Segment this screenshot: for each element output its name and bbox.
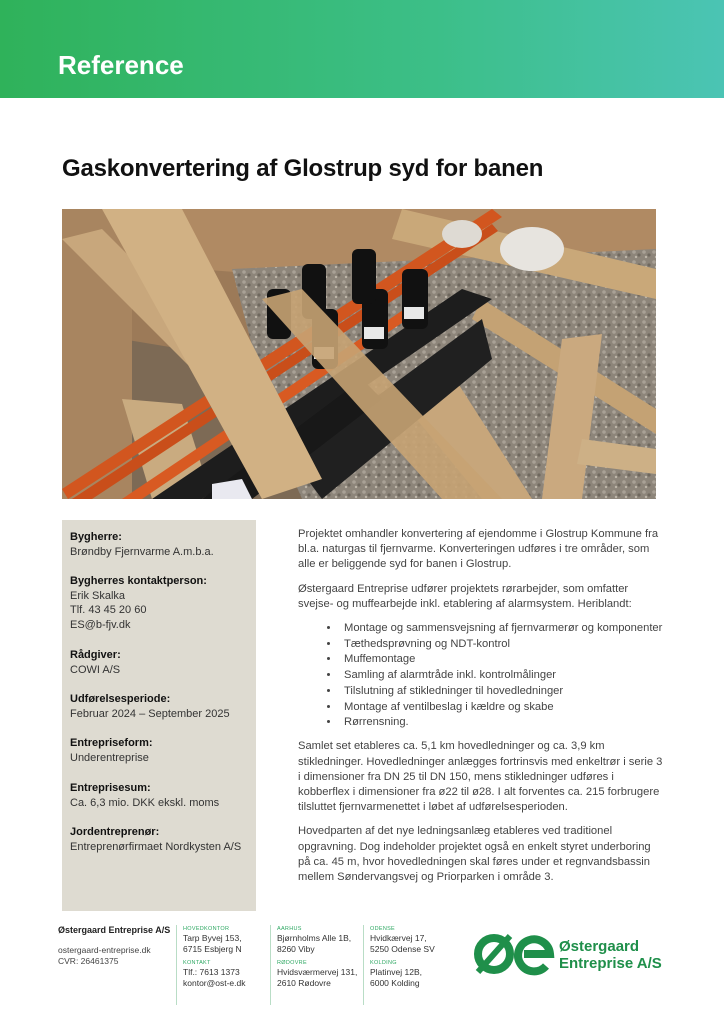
contact-email: ES@b-fjv.dk xyxy=(70,618,131,631)
footer-address: Bjørnholms Alle 1B, 8260 Viby xyxy=(277,933,352,954)
fact-entreprisesum xyxy=(70,781,254,810)
paragraph-method: Hovedparten af det nye ledningsanlæg etableres ved traditionel opgravning. Dog indeholder projektet også en enkelt styret underboring på ca. 45 m, hvor hovedledningen skal føres under et regnvandsbassin mellem Søndervangsvej og Priorparken i område 3. xyxy=(298,825,651,884)
list-item: • Muffemontage xyxy=(340,652,666,667)
company-logo xyxy=(472,924,692,984)
list-item: • Tilslutning af stikledninger til hovedledninger xyxy=(340,684,666,699)
contact-phone: Tlf. 43 45 20 60 xyxy=(70,604,147,616)
fact-label: Bygherre: xyxy=(70,531,122,543)
fact-value: Entreprenørfirmaet Nordkysten A/S xyxy=(70,840,242,853)
footer-col-odense-kolding xyxy=(363,925,460,1005)
list-item: • Montage af ventilbeslag i kældre og skabe xyxy=(340,700,666,715)
logo-mark-icon xyxy=(472,924,556,980)
footer-col-aarhus-roedovre xyxy=(270,925,367,1005)
footer-label: KOLDING xyxy=(370,960,397,966)
fact-raadgiver xyxy=(70,648,254,677)
list-item: • Tæthedsprøvning og NDT-kontrol xyxy=(340,637,666,652)
footer-company-name: Østergaard Entreprise A/S xyxy=(58,925,171,935)
paragraph-scope: Østergaard Entreprise udfører projektets rørarbejder, som omfatter svejse- og muffearbejde inkl. etablering af alarmsystem. Heriblandt: xyxy=(298,582,632,610)
footer-email[interactable]: kontor@ost-e.dk xyxy=(183,978,246,988)
project-photo xyxy=(62,209,656,499)
footer-label: ODENSE xyxy=(370,926,396,932)
paragraph-intro: Projektet omhandler konvertering af ejendomme i Glostrup Kommune fra bl.a. naturgas til fjernvarme. Konverteringen udføres i tre områder, som alle er beliggende syd for banen i Glostrup. xyxy=(298,528,659,571)
list-item: • Samling af alarmtråde inkl. kontrolmålinger xyxy=(340,668,666,683)
fact-value: COWI A/S xyxy=(70,663,121,676)
fact-jordentreprenoer xyxy=(70,825,254,854)
list-item: • Rørrensning. xyxy=(340,715,666,730)
footer-label: HOVEDKONTOR xyxy=(183,926,230,932)
task-list xyxy=(298,621,666,730)
project-facts-sidebar xyxy=(62,520,256,911)
fact-value: Underentreprise xyxy=(70,751,149,764)
fact-value: Brøndby Fjernvarme A.m.b.a. xyxy=(70,545,214,558)
footer-col-hovedkontor xyxy=(176,925,273,1005)
fact-kontaktperson xyxy=(70,574,254,632)
footer-address: Platinvej 12B, 6000 Kolding xyxy=(370,967,422,988)
paragraph-quantities: Samlet set etableres ca. 5,1 km hovedledninger og ca. 3,9 km stikledninger. Hovedledninger anlægges fortrinsvis med enkeltrør i serie 3 i dimensioner fra DN 25 til DN 150, mens stikledninger udføres i kobberflex i dimensioner fra ø22 til ø28. I alt forventes ca. 215 forbrugere tilsluttet fjernvarmenettet i løbet af udførelsesperioden. xyxy=(298,740,663,814)
fact-bygherre xyxy=(70,530,254,559)
banner-title: Reference xyxy=(58,50,184,80)
list-item: • Montage og sammensvejsning af fjernvarmerør og komponenter xyxy=(340,621,666,636)
contact-name: Erik Skalka xyxy=(70,589,126,602)
footer-cvr: CVR: 26461375 xyxy=(58,956,119,966)
project-description xyxy=(298,527,666,894)
footer-website[interactable]: ostergaard-entreprise.dk xyxy=(58,945,151,955)
fact-value: Ca. 6,3 mio. DKK ekskl. moms xyxy=(70,796,220,809)
logo-wordmark: Østergaard Entreprise A/S xyxy=(559,938,662,972)
footer-label: AARHUS xyxy=(277,926,302,932)
fact-label: Rådgiver: xyxy=(70,649,121,661)
fact-value: Februar 2024 – September 2025 xyxy=(70,707,230,720)
fact-label: Jordentreprenør: xyxy=(70,826,160,838)
fact-periode xyxy=(70,692,254,721)
footer-label: RØDOVRE xyxy=(277,960,307,966)
footer-address: Tarp Byvej 153, 6715 Esbjerg N xyxy=(183,933,242,954)
footer-contact: Tlf.: 7613 1373 kontor@ost-e.dk xyxy=(183,967,246,988)
footer-address: Hvidkærvej 17, 5250 Odense SV xyxy=(370,933,435,954)
fact-label: Entrepriseform: xyxy=(70,737,153,749)
fact-label: Bygherres kontaktperson: xyxy=(70,575,207,587)
header-banner xyxy=(0,0,724,98)
footer xyxy=(0,915,724,1024)
fact-label: Udførelsesperiode: xyxy=(70,693,171,705)
page-title: Gaskonvertering af Glostrup syd for banen xyxy=(62,155,544,182)
footer-label: KONTAKT xyxy=(183,960,211,966)
footer-address: Hvidsværmervej 131, 2610 Rødovre xyxy=(277,967,358,988)
fact-label: Entreprisesum: xyxy=(70,782,151,794)
fact-entrepriseform xyxy=(70,736,254,765)
